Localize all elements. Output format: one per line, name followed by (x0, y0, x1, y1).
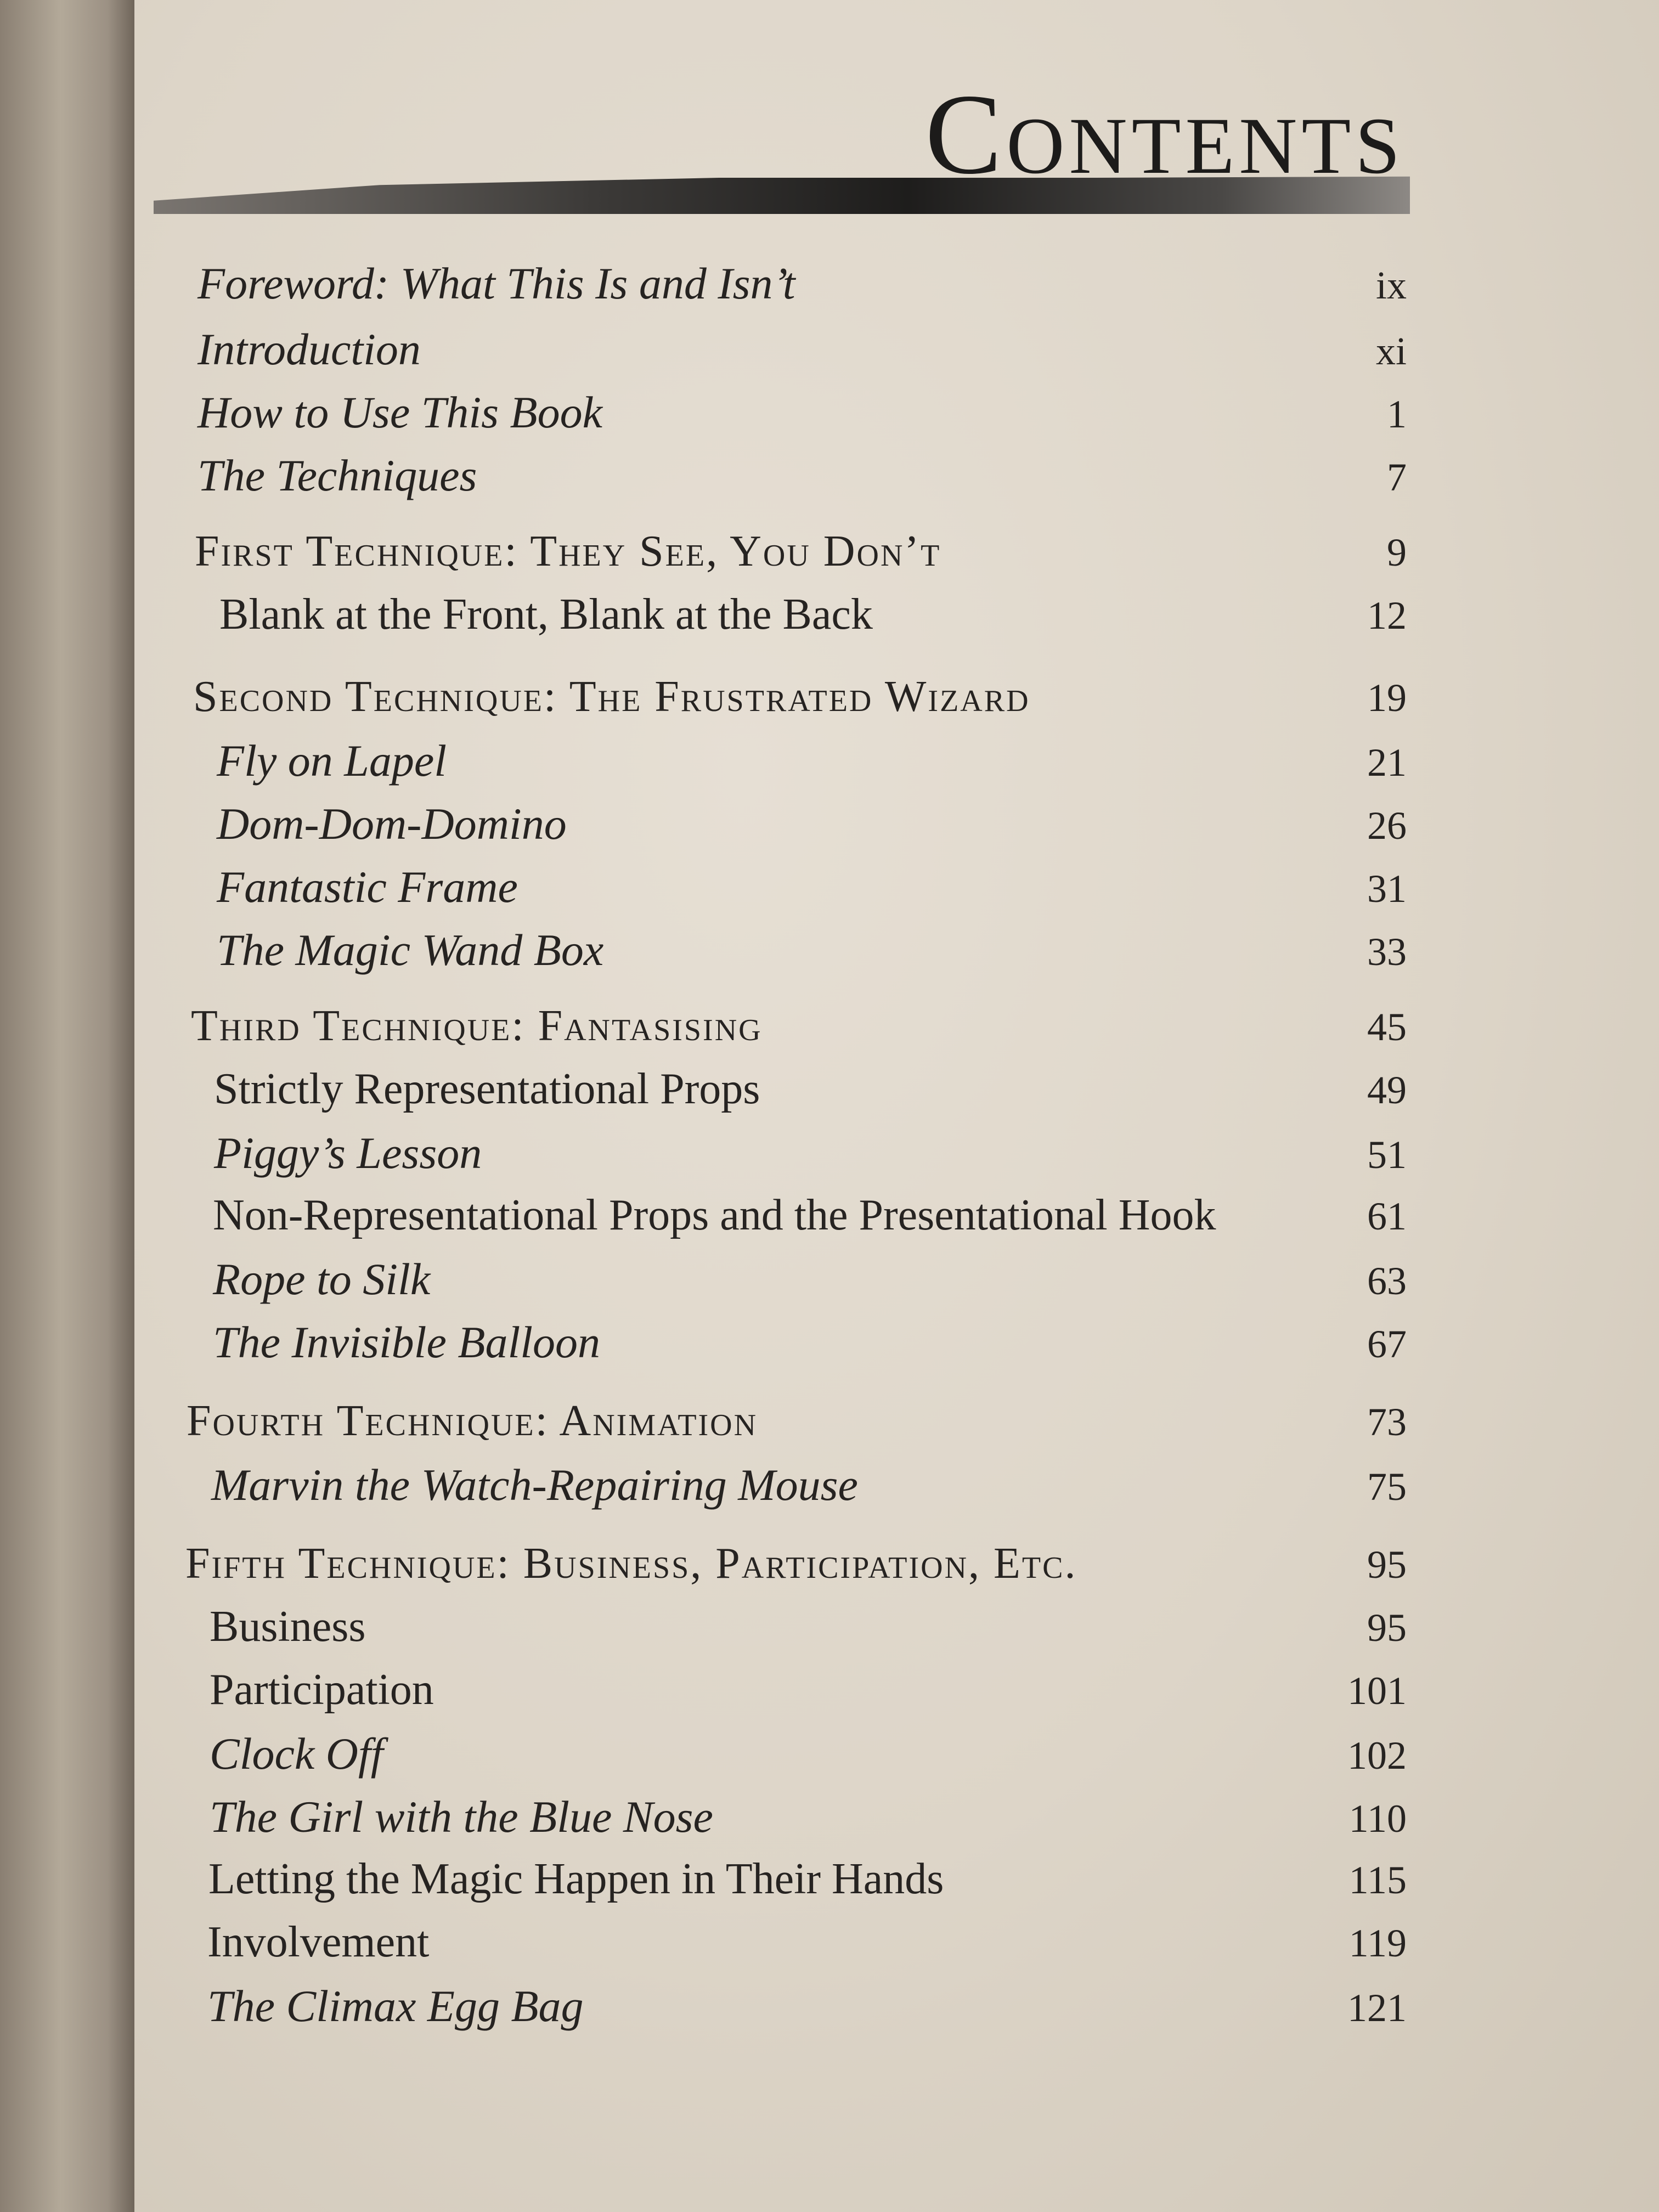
toc-entry-page: 95 (1367, 1606, 1407, 1650)
toc-chapter-page: 45 (1367, 1005, 1407, 1049)
toc-entry-page: 31 (1367, 867, 1407, 911)
toc-entry (213, 1317, 1407, 1368)
toc-entry-page: 1 (1387, 392, 1407, 436)
toc-entry (217, 798, 1407, 850)
toc-chapter-title: Third Technique: Fantasising (191, 1002, 763, 1050)
toc-entry (207, 1980, 1407, 2032)
toc-entry-title: Strictly Representational Props (214, 1065, 760, 1113)
toc-entry (211, 1459, 1407, 1511)
toc-entry (210, 1791, 1407, 1843)
toc-entry-page: xi (1375, 329, 1407, 373)
toc-entry (214, 1064, 1407, 1114)
toc-entry-page: 7 (1387, 455, 1407, 499)
toc-entry-page: ix (1375, 263, 1407, 307)
toc-entry (198, 324, 1407, 375)
toc-entry (213, 1254, 1407, 1305)
toc-entry-title: Business (210, 1602, 366, 1651)
toc-entry-title: Blank at the Front, Blank at the Back (219, 590, 873, 639)
toc-entry (217, 735, 1407, 787)
toc-entry-title: Introduction (198, 324, 421, 374)
toc-chapter-page: 95 (1367, 1543, 1407, 1587)
toc-entry-title: The Invisible Balloon (213, 1317, 601, 1367)
toc-entry-page: 51 (1367, 1133, 1407, 1177)
toc-entry-page: 26 (1367, 804, 1407, 848)
toc-entry (210, 1665, 1407, 1715)
toc-entry-page: 63 (1367, 1259, 1407, 1303)
toc-entry (198, 387, 1407, 438)
toc-chapter-title: Fourth Technique: Animation (187, 1397, 758, 1445)
toc-chapter-title: Second Technique: The Frustrated Wizard (193, 673, 1030, 721)
toc-entry (198, 258, 1407, 309)
toc-chapter (193, 672, 1407, 722)
toc-entry-title: The Climax Egg Bag (207, 1981, 584, 2031)
toc-chapter (191, 1001, 1407, 1051)
toc-entry-title: How to Use This Book (198, 387, 602, 437)
toc-chapter-page: 73 (1367, 1400, 1407, 1444)
toc-entry-title: Fly on Lapel (217, 736, 447, 786)
toc-entry-title: Participation (210, 1666, 434, 1714)
toc-chapter (195, 527, 1407, 577)
toc-entry-page: 49 (1367, 1068, 1407, 1112)
toc-entry-title: The Magic Wand Box (217, 925, 604, 975)
toc-entry-page: 75 (1367, 1465, 1407, 1509)
toc-entry (210, 1728, 1407, 1780)
toc-entry-page: 102 (1347, 1734, 1407, 1778)
page-title: Contents (925, 71, 1404, 198)
toc-entry-title: Dom-Dom-Domino (217, 799, 567, 849)
toc-chapter (187, 1396, 1407, 1446)
toc-chapter-title: First Technique: They See, You Don’t (195, 527, 941, 575)
toc-entry-page: 121 (1347, 1986, 1407, 2030)
toc-entry-title: Fantastic Frame (217, 862, 518, 912)
toc-entry-page: 67 (1367, 1322, 1407, 1366)
toc-entry-title: Involvement (207, 1918, 430, 1966)
toc-entry-title: Rope to Silk (213, 1254, 431, 1304)
toc-entry (214, 1127, 1407, 1179)
toc-chapter-page: 9 (1387, 531, 1407, 574)
toc-entry-title: The Techniques (198, 450, 477, 500)
toc-entry-page: 12 (1367, 594, 1407, 637)
toc-entry-title: Piggy’s Lesson (214, 1128, 482, 1178)
toc-chapter (185, 1539, 1407, 1589)
toc-entry (219, 590, 1407, 640)
toc-entry-title: Non-Representational Props and the Presentational Hook (213, 1191, 1216, 1239)
toc-entry-title: Marvin the Watch-Repairing Mouse (211, 1460, 858, 1510)
toc-entry (213, 1190, 1407, 1240)
toc-entry-page: 101 (1347, 1669, 1407, 1713)
toc-entry-page: 21 (1367, 741, 1407, 785)
toc-entry-page: 110 (1348, 1797, 1407, 1841)
toc-entry-title: Letting the Magic Happen in Their Hands (208, 1855, 944, 1903)
toc-entry (207, 1917, 1407, 1967)
toc-entry-page: 33 (1367, 930, 1407, 974)
toc-chapter-page: 19 (1367, 676, 1407, 720)
toc-entry-page: 119 (1348, 1921, 1407, 1965)
toc-entry-page: 115 (1348, 1858, 1407, 1902)
toc-entry (217, 924, 1407, 976)
toc-entry-title: Foreword: What This Is and Isn’t (198, 258, 795, 308)
toc-entry-title: Clock Off (210, 1729, 383, 1779)
toc-entry (217, 861, 1407, 913)
toc-entry (208, 1854, 1407, 1904)
toc-chapter-title: Fifth Technique: Business, Participation, Etc. (185, 1539, 1077, 1588)
toc-entry (198, 450, 1407, 501)
toc-entry-page: 61 (1367, 1194, 1407, 1238)
toc-entry (210, 1602, 1407, 1652)
toc-entry-title: The Girl with the Blue Nose (210, 1792, 713, 1842)
